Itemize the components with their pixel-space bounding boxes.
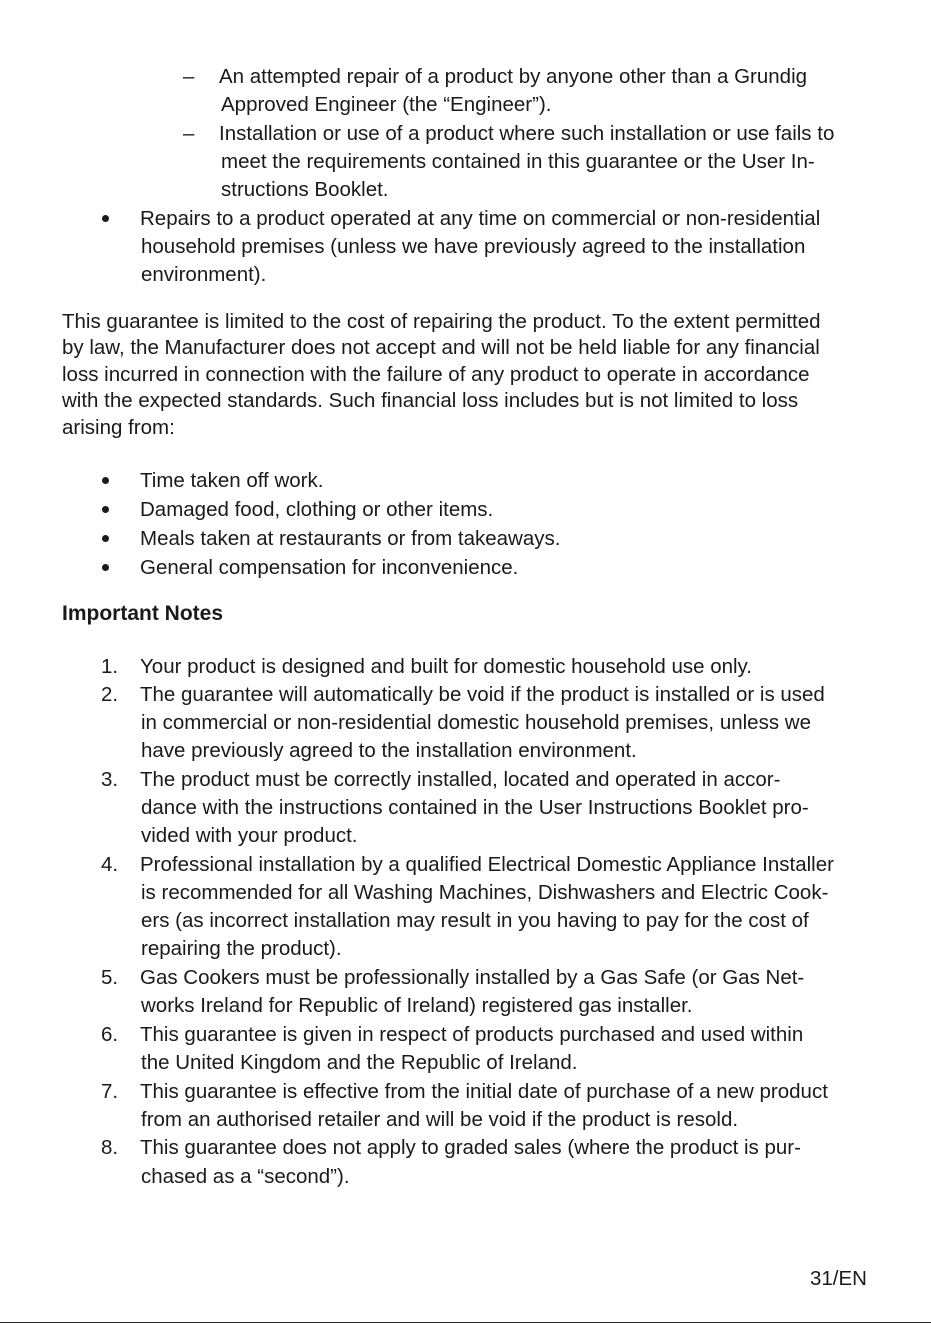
note-line: have previously agreed to the installation environment. [141, 739, 637, 762]
loss-bullet-item: General compensation for inconvenience. [140, 556, 519, 579]
bullet-dot-icon [102, 564, 109, 571]
dash-marker: – [183, 65, 195, 88]
dash-item-line: Approved Engineer (the “Engineer”). [221, 93, 552, 116]
note-line: in commercial or non-residential domestic household premises, unless we [141, 711, 811, 734]
note-line: is recommended for all Washing Machines, Dishwashers and Electric Cook- [141, 881, 829, 904]
note-line: vided with your product. [141, 824, 358, 847]
dash-item-line: An attempted repair of a product by anyone other than a Grundig [219, 65, 808, 88]
dash-item-line: structions Booklet. [221, 178, 389, 201]
note-line: The guarantee will automatically be void if the product is installed or is used [140, 683, 825, 706]
note-line: chased as a “second”). [141, 1165, 350, 1188]
bullet-item-line: environment). [141, 263, 267, 286]
note-line: repairing the product). [141, 937, 342, 960]
paragraph-line: by law, the Manufacturer does not accept and will not be held liable for any financial [62, 336, 820, 360]
section-heading: Important Notes [62, 602, 224, 625]
loss-bullet-item: Time taken off work. [140, 469, 324, 492]
note-number: 3. [101, 768, 119, 791]
note-line: from an authorised retailer and will be void if the product is resold. [141, 1108, 739, 1131]
bullet-dot-icon [102, 215, 109, 222]
note-number: 1. [101, 655, 119, 678]
note-number: 5. [101, 966, 119, 989]
note-number: 6. [101, 1023, 119, 1046]
dash-item-line: Installation or use of a product where such installation or use fails to [219, 122, 835, 145]
bullet-dot-icon [102, 535, 109, 542]
note-line: Professional installation by a qualified Electrical Domestic Appliance Installer [140, 853, 834, 876]
bullet-item-line: household premises (unless we have previously agreed to the installation [141, 235, 806, 258]
dash-marker: – [183, 122, 195, 145]
bullet-dot-icon [102, 506, 109, 513]
note-number: 7. [101, 1080, 119, 1103]
paragraph-line: with the expected standards. Such financial loss includes but is not limited to loss [62, 389, 799, 413]
note-number: 4. [101, 853, 119, 876]
note-line: Gas Cookers must be professionally installed by a Gas Safe (or Gas Net- [140, 966, 805, 989]
note-line: ers (as incorrect installation may result in you having to pay for the cost of [141, 909, 809, 932]
note-number: 8. [101, 1136, 119, 1159]
paragraph-line: arising from: [62, 415, 175, 439]
note-line: This guarantee is given in respect of products purchased and used within [140, 1023, 804, 1046]
dash-item-line: meet the requirements contained in this guarantee or the User In- [221, 150, 815, 173]
note-line: the United Kingdom and the Republic of Ireland. [141, 1051, 578, 1074]
note-line: This guarantee does not apply to graded sales (where the product is pur- [140, 1136, 801, 1159]
note-line: dance with the instructions contained in the User Instructions Booklet pro- [141, 796, 809, 819]
note-line: works Ireland for Republic of Ireland) registered gas installer. [141, 994, 693, 1017]
note-line: This guarantee is effective from the initial date of purchase of a new product [140, 1080, 828, 1103]
bottom-divider [0, 1322, 931, 1323]
note-line: The product must be correctly installed, located and operated in accor- [140, 768, 781, 791]
page-number: 31/EN [810, 1267, 867, 1290]
guarantee-limitation-paragraph [62, 309, 882, 441]
paragraph-line: This guarantee is limited to the cost of repairing the product. To the extent permitted [62, 310, 821, 333]
paragraph-line: loss incurred in connection with the failure of any product to operate in accordance [62, 362, 810, 386]
bullet-item-line: Repairs to a product operated at any time on commercial or non-residential [140, 207, 821, 230]
loss-bullet-item: Meals taken at restaurants or from takeaways. [140, 527, 561, 550]
loss-bullet-item: Damaged food, clothing or other items. [140, 498, 494, 521]
note-line: Your product is designed and built for domestic household use only. [140, 655, 752, 678]
bullet-dot-icon [102, 477, 109, 484]
note-number: 2. [101, 683, 119, 706]
